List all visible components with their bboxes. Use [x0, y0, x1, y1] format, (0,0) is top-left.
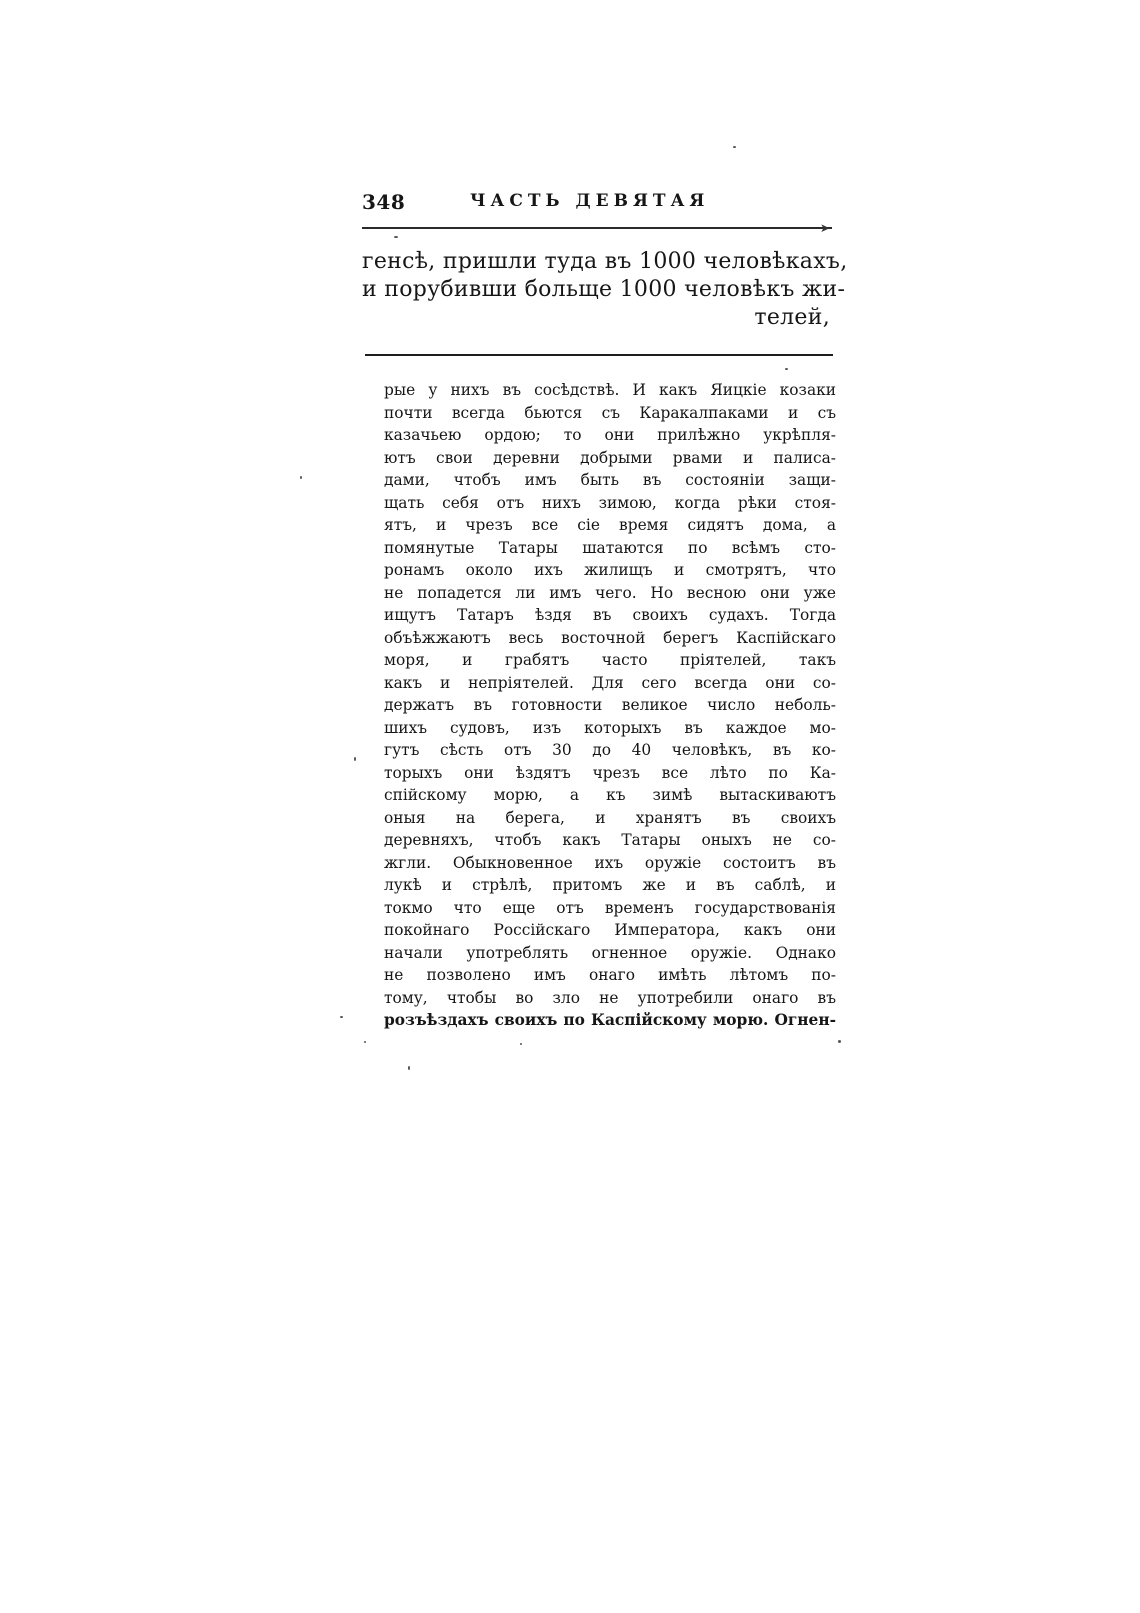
page-number: 348 [362, 190, 406, 214]
scan-speck [520, 1043, 522, 1045]
running-head-title: ЧАСТЬ ДЕВЯТАЯ [470, 191, 710, 211]
text-line: лукѣ и стрѣлѣ, притомъ же и въ саблѣ, и [384, 876, 836, 894]
text-line: рые у нихъ въ сосѣдствѣ. И какъ Яицкіе козаки [384, 381, 836, 399]
text-line: ютъ свои деревни добрыми рвами и палиса- [384, 448, 836, 467]
text-line: спійскому морю, а къ зимѣ вытаскиваютъ [384, 786, 836, 804]
scan-speck [340, 1016, 343, 1018]
text-line: ронамъ около ихъ жилищъ и смотрятъ, что [384, 561, 836, 579]
text-line: объѣжжаютъ весь восточной берегъ Каспійскаго [384, 628, 836, 647]
text-line: помянутые Татары шатаются по всѣмъ сто- [384, 538, 836, 557]
text-line: тому, чтобы во зло не употребили онаго въ [384, 988, 836, 1007]
section-rule [365, 354, 833, 356]
text-line: не позволено имъ онаго имѣть лѣтомъ по- [384, 966, 836, 984]
text-line: торыхъ они ѣздятъ чрезъ все лѣто по Ка- [384, 763, 836, 782]
continuation-block [362, 248, 848, 332]
rule-ornament-icon: ➤ [820, 221, 831, 235]
text-line: оныя на берега, и хранятъ въ своихъ [384, 808, 836, 827]
text-line: дами, чтобъ имъ быть въ состояніи защи- [384, 471, 836, 489]
body-text [384, 379, 836, 1032]
continuation-line: генсѣ, пришли туда въ 1000 человѣкахъ, [362, 249, 848, 274]
header-rule [362, 227, 832, 229]
scan-speck [354, 757, 356, 761]
text-line: шихъ судовъ, изъ которыхъ въ каждое мо- [384, 718, 836, 737]
scan-speck [300, 476, 302, 479]
text-line: розъѣздахъ своихъ по Каспійскому морю. Огнен- [384, 1011, 836, 1029]
text-line: начали употреблять огненное оружіе. Однако [384, 943, 836, 962]
scan-speck [364, 1041, 366, 1043]
text-line: не попадется ли имъ чего. Но весною они уже [384, 583, 836, 602]
scan-speck [785, 368, 788, 370]
text-line: ищутъ Татаръ ѣздя въ своихъ судахъ. Тогда [384, 606, 836, 624]
text-line: держатъ въ готовности великое число неболь- [384, 696, 836, 714]
scan-speck [733, 146, 736, 148]
text-line: деревняхъ, чтобъ какъ Татары оныхъ не со- [384, 831, 836, 849]
text-line: щать себя отъ нихъ зимою, когда рѣки стоя- [384, 493, 836, 512]
running-head [362, 190, 842, 214]
text-line: какъ и непріятелей. Для сего всегда они со- [384, 673, 836, 692]
scan-speck [838, 1040, 841, 1043]
continuation-line: телей, [754, 305, 830, 330]
scan-speck [394, 236, 398, 238]
continuation-line: и порубивши больще 1000 человѣкъ жи- [362, 277, 846, 302]
text-line: казачьею ордою; то они прилѣжно укрѣпля- [384, 426, 836, 444]
scan-speck [408, 1066, 410, 1070]
text-line: токмо что еще отъ временъ государствованія [384, 898, 836, 917]
text-line: гутъ сѣсть отъ 30 до 40 человѣкъ, въ ко- [384, 741, 836, 759]
text-line: жгли. Обыкновенное ихъ оружіе состоитъ въ [384, 853, 836, 872]
text-line: моря, и грабятъ часто пріятелей, такъ [384, 651, 836, 669]
text-line: покойнаго Россійскаго Императора, какъ они [384, 921, 836, 939]
text-line: почти всегда бьются съ Каракалпаками и съ [384, 403, 836, 422]
text-line: ятъ, и чрезъ все сіе время сидятъ дома, а [384, 516, 836, 534]
